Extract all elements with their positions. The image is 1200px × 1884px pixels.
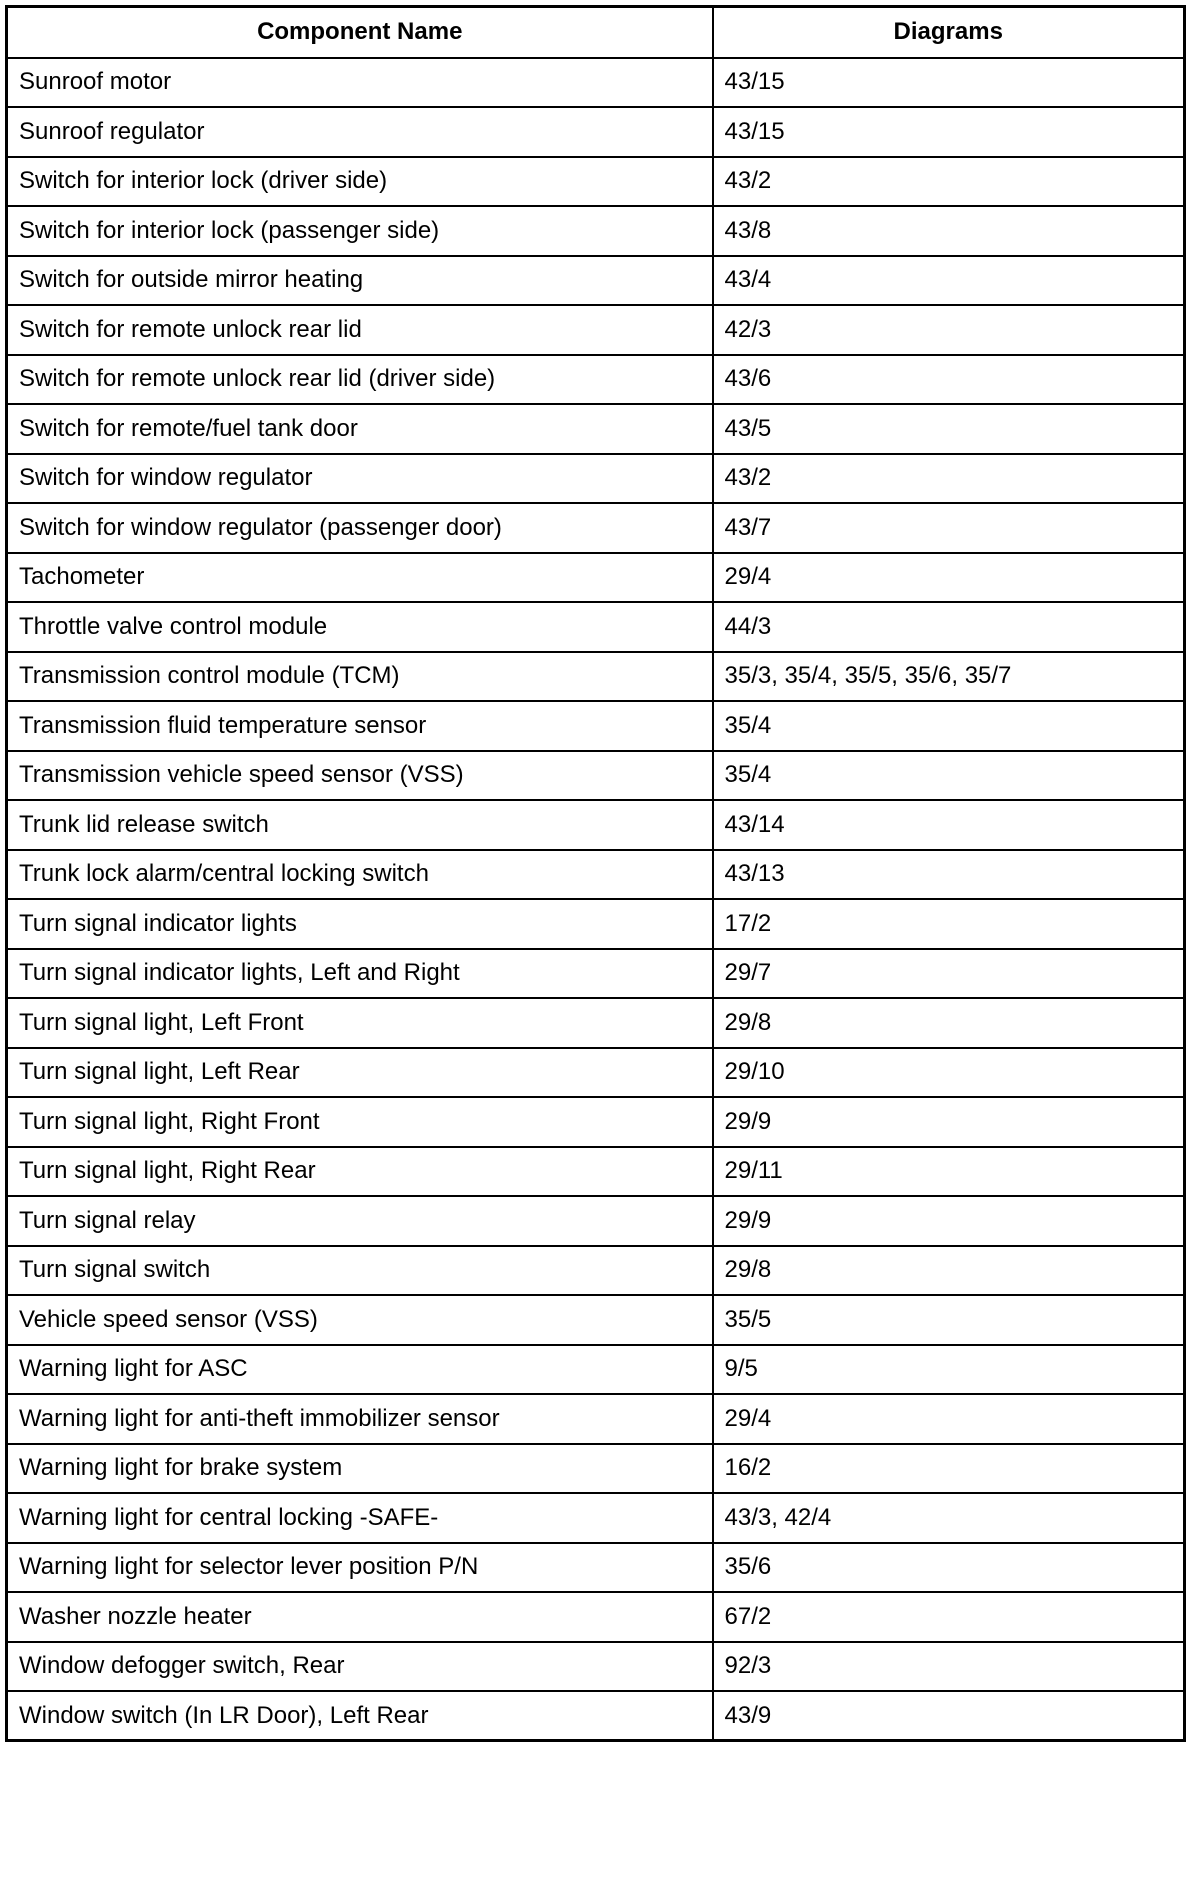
table-row (7, 1048, 1185, 1098)
component-name-cell: Trunk lid release switch (7, 800, 713, 850)
diagrams-cell: 29/9 (713, 1196, 1185, 1246)
component-name-cell: Turn signal relay (7, 1196, 713, 1246)
component-name-cell: Switch for remote unlock rear lid (driver side) (7, 355, 713, 405)
diagrams-cell: 9/5 (713, 1345, 1185, 1395)
diagrams-cell: 43/2 (713, 157, 1185, 207)
table-row (7, 1543, 1185, 1593)
table-row (7, 58, 1185, 108)
component-name-cell: Tachometer (7, 553, 713, 603)
diagrams-cell: 43/5 (713, 404, 1185, 454)
component-name-cell: Turn signal light, Left Front (7, 998, 713, 1048)
component-name-cell: Switch for window regulator (7, 454, 713, 504)
diagrams-cell: 43/13 (713, 850, 1185, 900)
component-name-cell: Warning light for selector lever position P/N (7, 1543, 713, 1593)
diagrams-cell: 16/2 (713, 1444, 1185, 1494)
diagrams-cell: 29/4 (713, 1394, 1185, 1444)
table-row (7, 256, 1185, 306)
table-header-row (7, 7, 1185, 58)
component-name-cell: Transmission fluid temperature sensor (7, 701, 713, 751)
table-row (7, 1196, 1185, 1246)
diagrams-cell: 43/8 (713, 206, 1185, 256)
component-name-cell: Window defogger switch, Rear (7, 1642, 713, 1692)
diagrams-cell: 29/11 (713, 1147, 1185, 1197)
component-name-cell: Warning light for central locking -SAFE- (7, 1493, 713, 1543)
column-header-diagrams: Diagrams (713, 7, 1185, 58)
component-name-cell: Warning light for brake system (7, 1444, 713, 1494)
component-name-cell: Warning light for anti-theft immobilizer sensor (7, 1394, 713, 1444)
diagrams-cell: 43/15 (713, 58, 1185, 108)
table-row (7, 553, 1185, 603)
diagrams-cell: 43/15 (713, 107, 1185, 157)
component-name-cell: Transmission vehicle speed sensor (VSS) (7, 751, 713, 801)
table-row (7, 652, 1185, 702)
component-name-cell: Turn signal light, Left Rear (7, 1048, 713, 1098)
diagrams-cell: 35/4 (713, 701, 1185, 751)
component-name-cell: Turn signal indicator lights, Left and Right (7, 949, 713, 999)
table-row (7, 107, 1185, 157)
diagrams-cell: 44/3 (713, 602, 1185, 652)
diagrams-cell: 43/4 (713, 256, 1185, 306)
table-row (7, 1345, 1185, 1395)
component-name-cell: Turn signal light, Right Front (7, 1097, 713, 1147)
table-row (7, 701, 1185, 751)
table-row (7, 1592, 1185, 1642)
component-name-cell: Switch for window regulator (passenger door) (7, 503, 713, 553)
table-row (7, 1097, 1185, 1147)
table-row (7, 899, 1185, 949)
table-row (7, 602, 1185, 652)
table-row (7, 157, 1185, 207)
table-row (7, 355, 1185, 405)
table-header (7, 7, 1185, 58)
component-name-cell: Vehicle speed sensor (VSS) (7, 1295, 713, 1345)
table-row (7, 206, 1185, 256)
table-row (7, 1147, 1185, 1197)
diagrams-cell: 43/6 (713, 355, 1185, 405)
diagrams-cell: 35/5 (713, 1295, 1185, 1345)
table-row (7, 305, 1185, 355)
table-row (7, 751, 1185, 801)
diagrams-cell: 29/7 (713, 949, 1185, 999)
component-name-cell: Throttle valve control module (7, 602, 713, 652)
table-row (7, 1493, 1185, 1543)
diagrams-cell: 35/4 (713, 751, 1185, 801)
component-name-cell: Warning light for ASC (7, 1345, 713, 1395)
component-name-cell: Turn signal indicator lights (7, 899, 713, 949)
component-name-cell: Transmission control module (TCM) (7, 652, 713, 702)
component-name-cell: Turn signal switch (7, 1246, 713, 1296)
diagrams-cell: 43/7 (713, 503, 1185, 553)
table-row (7, 949, 1185, 999)
diagrams-cell: 29/10 (713, 1048, 1185, 1098)
component-name-cell: Window switch (In LR Door), Left Rear (7, 1691, 713, 1741)
diagrams-cell: 29/8 (713, 1246, 1185, 1296)
table-row (7, 1295, 1185, 1345)
table-row (7, 1642, 1185, 1692)
table-row (7, 1691, 1185, 1741)
table-row (7, 998, 1185, 1048)
diagrams-cell: 92/3 (713, 1642, 1185, 1692)
component-name-cell: Washer nozzle heater (7, 1592, 713, 1642)
diagrams-cell: 43/9 (713, 1691, 1185, 1741)
component-name-cell: Switch for interior lock (passenger side) (7, 206, 713, 256)
table-row (7, 800, 1185, 850)
component-name-cell: Sunroof motor (7, 58, 713, 108)
column-header-component-name: Component Name (7, 7, 713, 58)
diagrams-cell: 67/2 (713, 1592, 1185, 1642)
diagrams-cell: 29/9 (713, 1097, 1185, 1147)
table-body (7, 58, 1185, 1741)
diagrams-cell: 35/3, 35/4, 35/5, 35/6, 35/7 (713, 652, 1185, 702)
table-row (7, 1394, 1185, 1444)
diagrams-cell: 29/4 (713, 553, 1185, 603)
diagrams-cell: 42/3 (713, 305, 1185, 355)
table-row (7, 850, 1185, 900)
component-diagram-table (5, 5, 1186, 1742)
component-name-cell: Sunroof regulator (7, 107, 713, 157)
diagrams-cell: 17/2 (713, 899, 1185, 949)
table-row (7, 503, 1185, 553)
diagrams-cell: 43/3, 42/4 (713, 1493, 1185, 1543)
component-name-cell: Switch for remote/fuel tank door (7, 404, 713, 454)
component-name-cell: Switch for remote unlock rear lid (7, 305, 713, 355)
component-name-cell: Switch for interior lock (driver side) (7, 157, 713, 207)
table-row (7, 1444, 1185, 1494)
diagrams-cell: 43/14 (713, 800, 1185, 850)
component-name-cell: Switch for outside mirror heating (7, 256, 713, 306)
table-row (7, 1246, 1185, 1296)
diagrams-cell: 35/6 (713, 1543, 1185, 1593)
table-row (7, 454, 1185, 504)
component-name-cell: Turn signal light, Right Rear (7, 1147, 713, 1197)
component-name-cell: Trunk lock alarm/central locking switch (7, 850, 713, 900)
diagrams-cell: 43/2 (713, 454, 1185, 504)
table-row (7, 404, 1185, 454)
diagrams-cell: 29/8 (713, 998, 1185, 1048)
